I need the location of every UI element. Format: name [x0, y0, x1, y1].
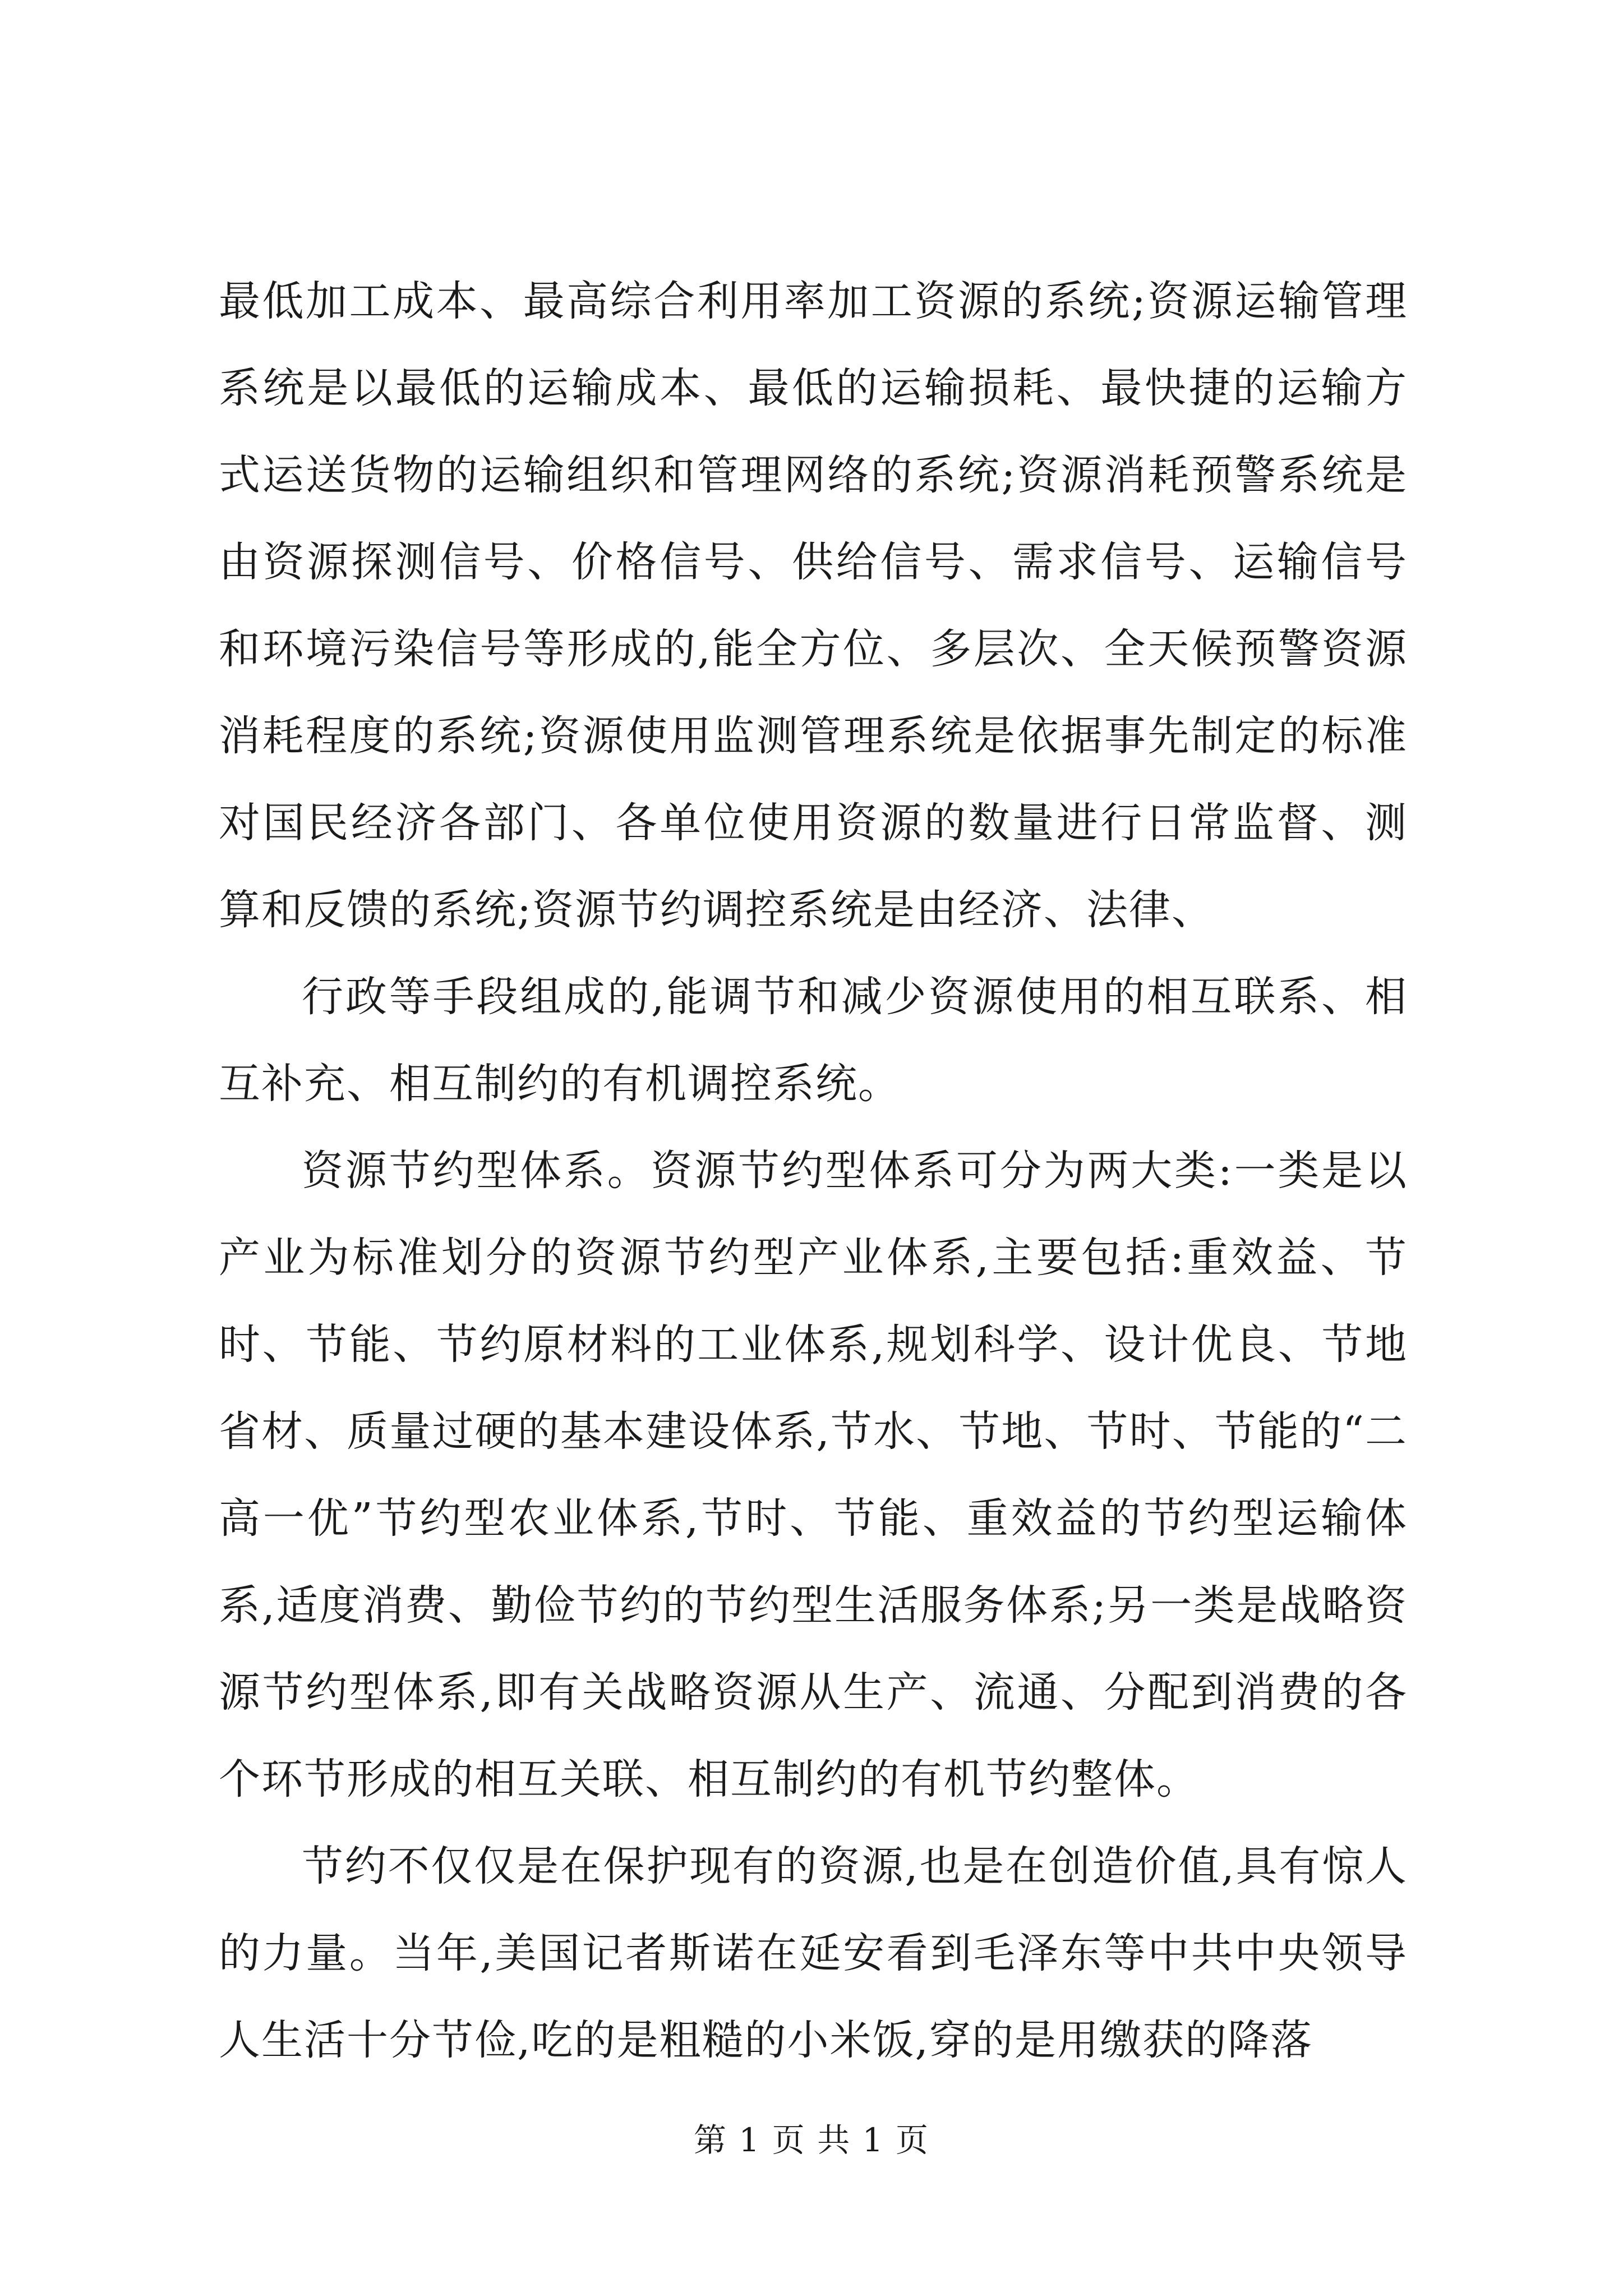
paragraph-1: 最低加工成本、最高综合利用率加工资源的系统;资源运输管理系统是以最低的运输成本、最低的运输损耗、最快捷的运输方式运送货物的运输组织和管理网络的系统;资源消耗预警系统是由资源探测信号、价格信号、供给信号、需求信号、运输信号和环境污染信号等形成的,能全方位、多层次、全天候预警资源消耗程度的系统;资源使用监测管理系统是依据事先制定的标准对国民经济各部门、各单位使用资源的数量进行日常监督、测算和反馈的系统;资源节约调控系统是由经济、法律、	[219, 277, 1408, 934]
paragraph-2: 行政等手段组成的,能调节和减少资源使用的相互联系、相互补充、相互制约的有机调控系统。	[219, 973, 1408, 1108]
document-body	[219, 258, 1408, 2084]
page-footer	[0, 2114, 1623, 2161]
paragraph-4: 节约不仅仅是在保护现有的资源,也是在创造价值,具有惊人的力量。当年,美国记者斯诺在延安看到毛泽东等中共中央领导人生活十分节俭,吃的是粗糙的小米饭,穿的是用缴获的降落	[219, 1842, 1408, 2064]
page-number-label: 第 1 页 共 1 页	[694, 2121, 929, 2159]
paragraph-3: 资源节约型体系。资源节约型体系可分为两大类:一类是以产业为标准划分的资源节约型产业体系,主要包括:重效益、节时、节能、节约原材料的工业体系,规划科学、设计优良、节地省材、质量过硬的基本建设体系,节水、节地、节时、节能的“二高一优”节约型农业体系,节时、节能、重效益的节约型运输体系,适度消费、勤俭节约的节约型生活服务体系;另一类是战略资源节约型体系,即有关战略资源从生产、流通、分配到消费的各个环节形成的相互关联、相互制约的有机节约整体。	[219, 1147, 1408, 1803]
